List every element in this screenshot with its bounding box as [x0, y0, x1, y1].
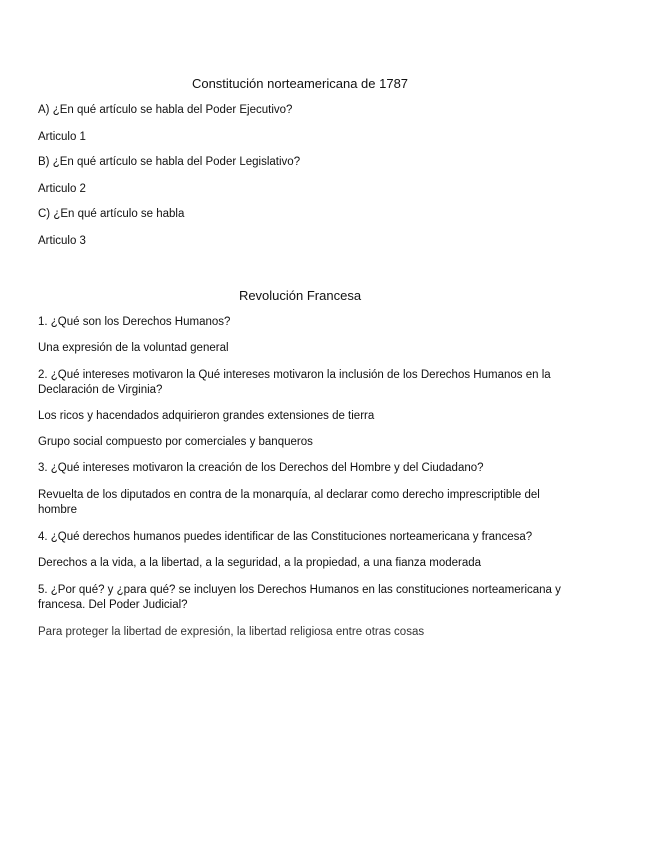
question-5: 5. ¿Por qué? y ¿para qué? se incluyen los Derechos Humanos en las constituciones norteamericana y francesa. Del Poder Judicial? — [38, 584, 561, 611]
question-1: 1. ¿Qué son los Derechos Humanos? — [38, 316, 231, 328]
answer-2-line-2: Grupo social compuesto por comerciales y banqueros — [38, 436, 313, 448]
question-a: A) ¿En qué artículo se habla del Poder Ejecutivo? — [38, 104, 293, 116]
answer-1: Una expresión de la voluntad general — [38, 342, 229, 354]
answer-4: Derechos a la vida, a la libertad, a la seguridad, a la propiedad, a una fianza moderada — [38, 557, 482, 569]
question-3: 3. ¿Qué intereses motivaron la creación de los Derechos del Hombre y del Ciudadano? — [38, 462, 484, 474]
answer-5: Para proteger la libertad de expresión, la libertad religiosa entre otras cosas — [38, 626, 425, 638]
section-title-revolucion: Revolución Francesa — [238, 288, 362, 303]
question-4: 4. ¿Qué derechos humanos puedes identificar de las Constituciones norteamericana y francesa? — [38, 531, 533, 543]
answer-2-line-1: Los ricos y hacendados adquirieron grandes extensiones de tierra — [38, 410, 375, 422]
question-c: C) ¿En qué artículo se habla — [38, 208, 185, 220]
answer-b: Articulo 2 — [38, 183, 86, 195]
answer-a: Articulo 1 — [38, 131, 86, 143]
answer-3: Revuelta de los diputados en contra de la monarquía, al declarar como derecho imprescriptible del hombre — [38, 489, 540, 516]
section-title-constitucion: Constitución norteamericana de 1787 — [191, 76, 409, 91]
question-b: B) ¿En qué artículo se habla del Poder Legislativo? — [38, 156, 301, 168]
question-2: 2. ¿Qué intereses motivaron la Qué intereses motivaron la inclusión de los Derechos Humanos en la Declaración de Virginia? — [38, 369, 551, 396]
answer-c: Articulo 3 — [38, 235, 86, 247]
